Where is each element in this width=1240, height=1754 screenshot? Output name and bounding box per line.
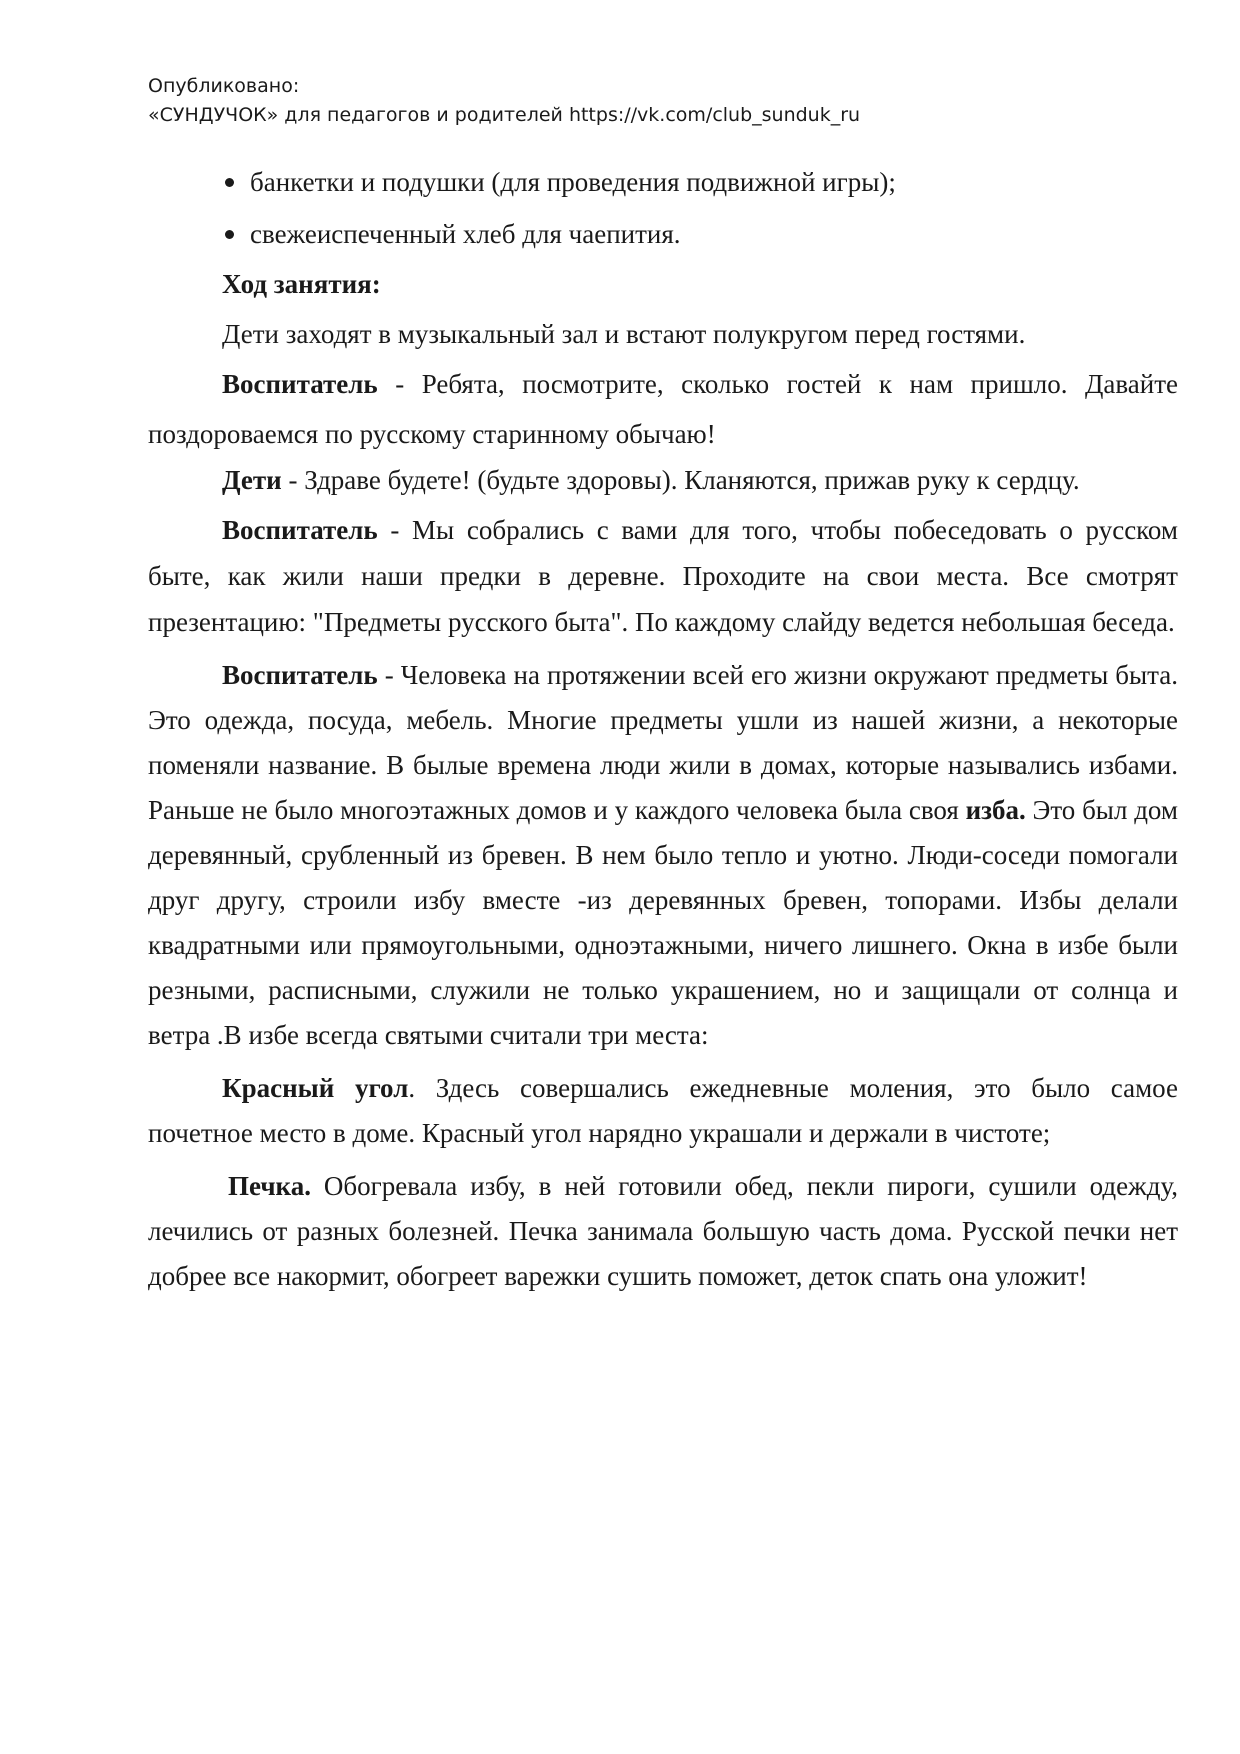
header-published-label: Опубликовано:	[148, 75, 300, 97]
speaker-label: Дети	[222, 465, 282, 495]
bullet-icon	[225, 178, 234, 187]
paragraph-text: - Мы собрались с вами для того, чтобы побеседовать о русском быте, как жили наши предки в деревне. Проходите на свои места. Все смотрят презентацию: "Предметы русского быта". По каждому слайду ведется небольшая беседа.	[148, 515, 1178, 637]
paragraph-text: - Ребята, посмотрите, сколько гостей к нам пришло. Давайте поздороваемся по русскому старинному обычаю!	[148, 369, 1178, 449]
speaker-label: Воспитатель	[222, 515, 378, 545]
paragraph-text: - Человека на протяжении всей его жизни окружают предметы быта. Это одежда, посуда, мебель. Многие предметы ушли из нашей жизни, а некоторые поменяли название. В былые времена люди жили в домах, которые назывались избами. Раньше не было многоэтажных домов и у каждого человека была своя	[148, 660, 1178, 825]
paragraph-teacher-intro	[148, 507, 1178, 645]
section-heading-text: Ход занятия:	[222, 269, 381, 299]
equipment-list	[148, 157, 1178, 259]
header-source-line: «СУНДУЧОК» для педагогов и родителей https://vk.com/club_sunduk_ru	[148, 104, 861, 126]
list-item-text: свежеиспеченный хлеб для чаепития.	[250, 219, 681, 249]
paragraph-teacher-greeting	[148, 359, 1178, 459]
term-red-corner: Красный угол	[222, 1073, 409, 1103]
document-body	[148, 157, 1178, 1299]
list-item	[148, 157, 1178, 207]
speaker-label: Воспитатель	[222, 369, 378, 399]
list-item-text: банкетки и подушки (для проведения подвижной игры);	[250, 167, 896, 197]
paragraph-intro	[148, 309, 1178, 359]
section-heading	[148, 259, 1178, 309]
paragraph-teacher-izba	[148, 653, 1178, 1058]
list-item	[148, 209, 1178, 259]
paragraph-text: . Здесь совершались ежедневные моления, это было самое почетное место в доме. Красный угол нарядно украшали и держали в чистоте;	[148, 1073, 1178, 1148]
paragraph-stove	[148, 1164, 1178, 1299]
paragraph-text: Это был дом деревянный, срубленный из бревен. В нем было тепло и уютно. Люди-соседи помогали друг другу, строили избу вместе -из деревянных бревен, топорами. Избы делали квадратными или прямоугольными, одноэтажными, ничего лишнего. Окна в избе были резными, расписными, служили не только украшением, но и защищали от солнца и ветра .В избе всегда святыми считали три места:	[148, 795, 1179, 1050]
paragraph-red-corner	[148, 1066, 1178, 1156]
term-izba: изба.	[965, 795, 1026, 825]
speaker-label: Воспитатель	[222, 660, 378, 690]
paragraph-text: Дети заходят в музыкальный зал и встают полукругом перед гостями.	[222, 319, 1026, 349]
paragraph-text: Обогревала избу, в ней готовили обед, пекли пироги, сушили одежду, лечились от разных болезней. Печка занимала большую часть дома. Русской печки нет добрее все накормит, обогреет варежки сушить поможет, деток спать она уложит!	[148, 1171, 1178, 1291]
publication-header	[148, 72, 860, 130]
bullet-icon	[225, 230, 234, 239]
paragraph-text: - Здраве будете! (будьте здоровы). Кланяются, прижав руку к сердцу.	[281, 465, 1080, 495]
paragraph-children-reply	[148, 455, 1178, 505]
term-stove: Печка.	[228, 1171, 311, 1201]
